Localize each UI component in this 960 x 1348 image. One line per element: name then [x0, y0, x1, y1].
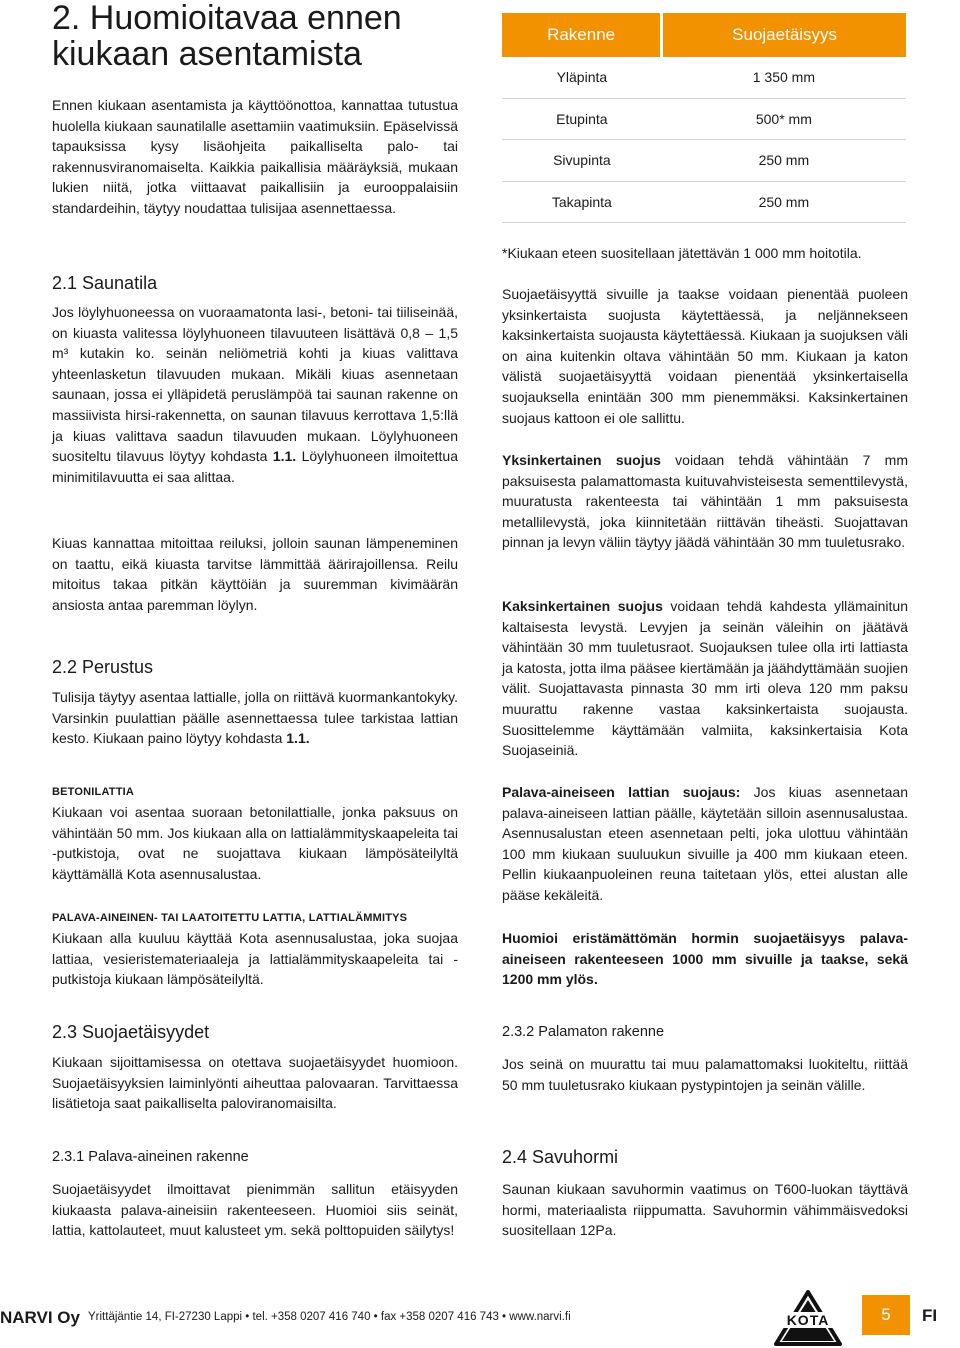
section-2-1-paragraph-2: Kiuas kannattaa mitoittaa reiluksi, jolloin saunan lämpeneminen on taattu, eikä kiuasta tarvitse lämmittää äärirajoillensa. Reilu mitoitus takaa pitkän käyttöiän ja suuremman kivimäärän ansiosta antaa paremman löylyn. [52, 535, 458, 613]
logo-text: KOTA [786, 1312, 830, 1328]
table-note: *Kiukaan eteen suositellaan jätettävän 1 000 mm hoitotila. [502, 245, 862, 261]
betonilattia-heading: BETONILATTIA [52, 786, 135, 798]
section-2-3-2-paragraph: Jos seinä on muurattu tai muu palamattomaksi luokiteltu, riittää 50 mm tuuletusrako kiukaan pystypintojen ja seinän välille. [502, 1056, 908, 1093]
table-cell-value: 250 mm [662, 140, 906, 182]
palava-lattia-heading: PALAVA-AINEINEN- TAI LAATOITETTU LATTIA, LATTIALÄMMITYS [52, 912, 408, 924]
page-footer [0, 1290, 960, 1342]
table-row [502, 57, 906, 98]
table-cell-value: 1 350 mm [662, 57, 906, 98]
yksinkertainen-paragraph: Yksinkertainen suojus voidaan tehdä vähintään 7 mm paksuisesta palamattomasta kuituvahvisteisesta sementtilevystä, muuratusta rakenteesta tai vähintään 1 mm paksuisesta metallilevystä, joka kiinnitetään riittävän tiheästi. Suojattavan pinnan ja levyn väliin täytyy jäädä vähintään 30 mm tuuletusrako. [502, 452, 908, 551]
intro-paragraph: Ennen kiukaan asentamista ja käyttöönottoa, kannattaa tutustua huolella kiukaan saunatilalle asettamiin vaatimuksiin. Epäselvissä tapauksissa kysy lisäohjeita paikalliselta palo- tai rakennusviranomaiselta. Kaikkia paikallisia määräyksiä, mukaan lukien niitä, jotka viittaavat paikallisiin ja eurooppalaisiin standardeihin, täytyy noudattaa tulisijaa asennettaessa. [52, 97, 458, 216]
table-header-suojaetaisyys: Suojaetäisyys [662, 13, 906, 57]
section-2-3-1-heading: 2.3.1 Palava-aineinen rakenne [52, 1149, 249, 1165]
betonilattia-paragraph: Kiukaan voi asentaa suoraan betonilattialle, jonka paksuus on vähintään 50 mm. Jos kiukaan alla on lattialämmityskaapeleita tai -putkistoja, ovat ne suojattava kiukaan lämpösäteilyltä käyttämällä Kota asennusalustaa. [52, 804, 458, 882]
table-cell-label: Etupinta [502, 98, 662, 140]
page-title: 2. Huomioitavaa ennen kiukaan asentamista [52, 0, 402, 73]
palava-lattian-suojaus-paragraph: Palava-aineiseen lattian suojaus: Jos kiuas asennetaan palava-aineiseen lattian päälle, käytetään silloin asennusalustaa. Asennusalustan eteen asennetaan pelti, joka ulottuu vähintään 100 mm kiukaan suuluukun sivuille ja 400 mm kiukaan eteen. Pellin kiukaanpuoleinen reuna taitetaan ylös, ettei alustan alle pääse kekäleitä. [502, 784, 908, 903]
table-cell-label: Sivupinta [502, 140, 662, 182]
safety-distance-table [502, 13, 906, 223]
page-number: 5 [862, 1295, 910, 1335]
company-address: Yrittäjäntie 14, FI-27230 Lappi • tel. +358 0207 416 740 • fax +358 0207 416 743 • www.narvi.fi [88, 1311, 571, 1323]
table-row [502, 181, 906, 223]
section-2-1-paragraph-1: Jos löylyhuoneessa on vuoraamatonta lasi-, betoni- tai tiiliseinää, on kiuasta valitessa löylyhuoneen tilavuuteen lisättävä 0,8 – 1,5 m³ kutakin ko. seinän neliömetriä kohti ja kiuas valittava yhteenlasketun tilavuuden mukaan. Mikäli kiuas asennetaan saunaan, jossa ei ylläpidetä peruslämpöä tai saunan rakenne on massiivista hirsi-rakennetta, on saunan tilavuus kerrottava 1,5:llä ja kiuas valittava saadun tilavuuden mukaan. Löylyhuoneen suositeltu tilavuus löytyy kohdasta 1.1. Löylyhuoneen ilmoitettua minimitilavuutta ei saa alittaa. [52, 304, 459, 485]
huomioi-paragraph: Huomioi eristämättömän hormin suojaetäisyys palava-aineiseen rakenteeseen 1000 mm sivuille ja taakse, sekä 1200 mm ylös. [502, 930, 908, 988]
section-2-1-heading: 2.1 Saunatila [52, 273, 158, 293]
section-2-4-paragraph: Saunan kiukaan savuhormin vaatimus on T600-luokan täyttävä hormi, materiaalista riippumatta. Savuhormin vähimmäisvedoksi suositellaan 12Pa. [502, 1181, 908, 1239]
table-header-rakenne: Rakenne [502, 13, 662, 57]
kaksinkertainen-paragraph: Kaksinkertainen suojus voidaan tehdä kahdesta yllämainitun kaltaisesta levystä. Levyjen ja seinän väleihin on jäätävä vähintään 30 mm tuuletusraot. Suojauksen tulee olla irti lattiasta ja katosta, jotta ilma pääsee kiertämään ja jäähdyttämään suojien välit. Suojattavasta pinnasta 30 mm irti oleva 120 mm paksu muurattu rakenne vastaa kaksinkertaista suojausta. Suosittelemme käyttämään valmiita, kaksinkertaisia Kota Suojaseiniä. [502, 598, 908, 759]
section-2-2-heading: 2.2 Perustus [52, 657, 154, 677]
table-cell-value: 250 mm [662, 181, 906, 223]
section-2-2-paragraph: Tulisija täytyy asentaa lattialle, jolla on riittävä kuormankantokyky. Varsinkin puulattian päälle asennettaessa tulee tarkistaa lattian kesto. Kiukaan paino löytyy kohdasta 1.1. [52, 689, 458, 747]
table-cell-label: Takapinta [502, 181, 662, 223]
section-2-3-2-heading: 2.3.2 Palamaton rakenne [502, 1024, 665, 1040]
section-2-3-paragraph: Kiukaan sijoittamisessa on otettava suojaetäisyydet huomioon. Suojaetäisyyksien laiminlyönti aiheuttaa palovaaran. Tarvittaessa lisätietoja saat paikalliselta paloviranomaisilta. [52, 1054, 458, 1112]
section-2-3-heading: 2.3 Suojaetäisyydet [52, 1022, 210, 1042]
table-row [502, 140, 906, 182]
table-cell-label: Yläpinta [502, 57, 662, 98]
right-paragraph-1: Suojaetäisyyttä sivuille ja taakse voidaan pienentää puoleen yksinkertaista suojusta käytettäessä, ja neljännekseen kaksinkertaista suojausta käytettäessä. Kiukaan ja suojuksen väli on aina kuitenkin oltava vähintään 50 mm. Kiukaan ja katon välistä suojaetäisyyttä voidaan pienentää yksinkertaisella suojauksella enintään 300 mm pienemmäksi. Kaksinkertainen suojaus kattoon ei ole sallittu. [502, 286, 908, 426]
palava-lattia-paragraph: Kiukaan alla kuuluu käyttää Kota asennusalustaa, joka suojaa lattiaa, vesieristemateriaaleja ja lattialämmityskaapeleita tai -putkistoja kiukaan lämpösäteilyltä. [52, 930, 458, 988]
section-2-3-1-paragraph: Suojaetäisyydet ilmoittavat pienimmän sallitun etäisyyden kiukaasta palava-aineisiin rakenteeseen. Huomioi siis seinät, lattia, kattolauteet, muut kalusteet ym. sekä polttopuiden säilytys! [52, 1181, 458, 1239]
company-name: NARVI Oy [0, 1308, 80, 1327]
kota-logo-icon [772, 1290, 844, 1348]
table-cell-value: 500* mm [662, 98, 906, 140]
language-code: FI [922, 1306, 938, 1325]
table-row [502, 98, 906, 140]
section-2-4-heading: 2.4 Savuhormi [502, 1147, 619, 1167]
